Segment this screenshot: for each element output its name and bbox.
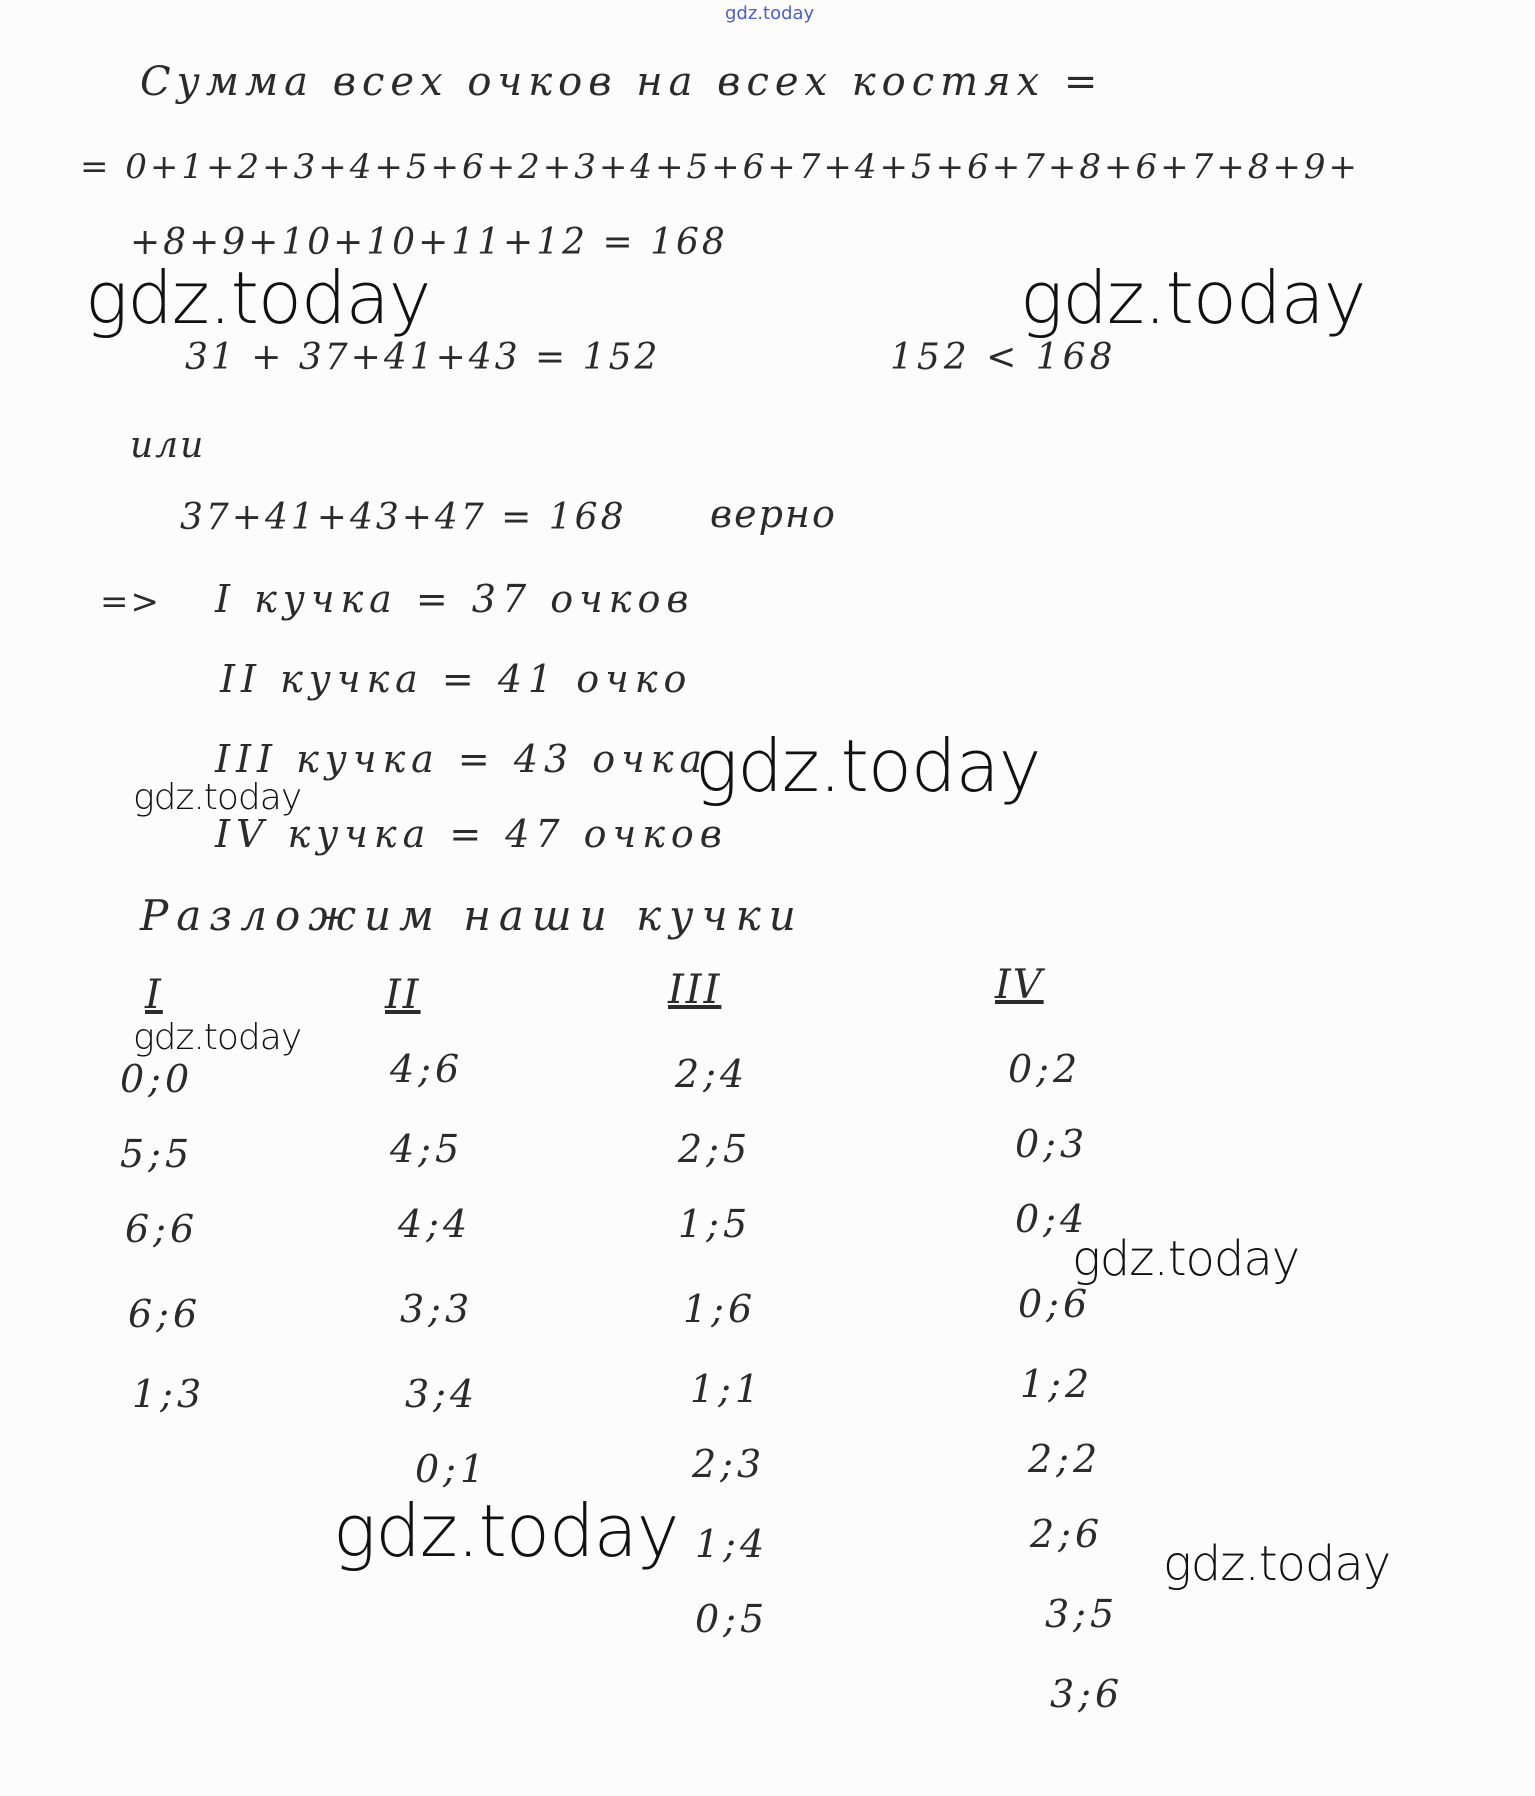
sum-title-line: Сумма всех очков на всех костях = — [140, 59, 1104, 105]
column-3-pair: 1;4 — [695, 1522, 769, 1566]
watermark-center: gdz.today — [695, 724, 1041, 808]
watermark-left-mid: gdz.today — [133, 777, 302, 818]
watermark-left-lower: gdz.today — [133, 1017, 302, 1058]
watermark-right-mid: gdz.today — [1072, 1231, 1300, 1287]
column-3-pair: 0;5 — [695, 1597, 769, 1641]
column-2-pair: 3;3 — [400, 1287, 474, 1331]
column-4-pair: 1;2 — [1020, 1362, 1094, 1406]
column-4-head: IV — [995, 962, 1044, 1008]
pile-1-line: I кучка = 37 очков — [215, 577, 695, 621]
watermark-bottom-center: gdz.today — [333, 1489, 679, 1573]
column-3-pair: 2;4 — [675, 1052, 749, 1096]
column-1-pair: 6;6 — [125, 1207, 199, 1251]
column-4-pair: 2;2 — [1028, 1437, 1102, 1481]
column-4-pair: 3;5 — [1045, 1592, 1119, 1636]
column-1-pair: 5;5 — [120, 1132, 194, 1176]
or-word: или — [130, 425, 206, 466]
column-1-pair: 1;3 — [132, 1372, 206, 1416]
arrange-heading: Разложим наши кучки — [140, 891, 804, 940]
implication-arrow: => — [100, 582, 161, 622]
pile-3-line: III кучка = 43 очка — [215, 737, 709, 781]
column-3-pair: 2;5 — [678, 1127, 752, 1171]
watermark-left-upper: gdz.today — [85, 256, 431, 340]
check-sum-b-correct: верно — [710, 492, 837, 536]
pile-2-line: II кучка = 41 очко — [220, 657, 693, 701]
column-2-head: II — [385, 972, 421, 1018]
column-3-pair: 1;1 — [690, 1367, 764, 1411]
column-4-pair: 0;3 — [1015, 1122, 1089, 1166]
watermark-top: gdz.today — [725, 3, 815, 24]
column-4-pair: 0;4 — [1015, 1197, 1089, 1241]
check-sum-a-compare: 152 < 168 — [890, 337, 1117, 378]
column-2-pair: 4;5 — [390, 1127, 464, 1171]
check-sum-b: 37+41+43+47 = 168 — [180, 497, 627, 538]
column-3-pair: 1;6 — [683, 1287, 757, 1331]
column-3-head: III — [668, 967, 722, 1013]
column-4-pair: 0;6 — [1018, 1282, 1092, 1326]
column-1-pair: 0;0 — [120, 1057, 194, 1101]
column-4-pair: 3;6 — [1050, 1672, 1124, 1716]
column-1-pair: 6;6 — [128, 1292, 202, 1336]
column-2-pair: 4;6 — [390, 1047, 464, 1091]
expression-line-1: = 0+1+2+3+4+5+6+2+3+4+5+6+7+4+5+6+7+8+6+7+8+9+ — [80, 147, 1360, 187]
expression-line-2: +8+9+10+10+11+12 = 168 — [130, 222, 728, 263]
column-4-pair: 2;6 — [1030, 1512, 1104, 1556]
column-2-pair: 0;1 — [415, 1447, 489, 1491]
column-2-pair: 3;4 — [405, 1372, 479, 1416]
pile-4-line: IV кучка = 47 очков — [215, 812, 728, 856]
column-3-pair: 1;5 — [678, 1202, 752, 1246]
column-4-pair: 0;2 — [1008, 1047, 1082, 1091]
watermark-bottom-right: gdz.today — [1163, 1536, 1391, 1592]
watermark-right-upper: gdz.today — [1020, 256, 1366, 340]
column-1-head: I — [145, 972, 163, 1018]
check-sum-a: 31 + 37+41+43 = 152 — [185, 337, 661, 378]
column-2-pair: 4;4 — [398, 1202, 472, 1246]
column-3-pair: 2;3 — [692, 1442, 766, 1486]
